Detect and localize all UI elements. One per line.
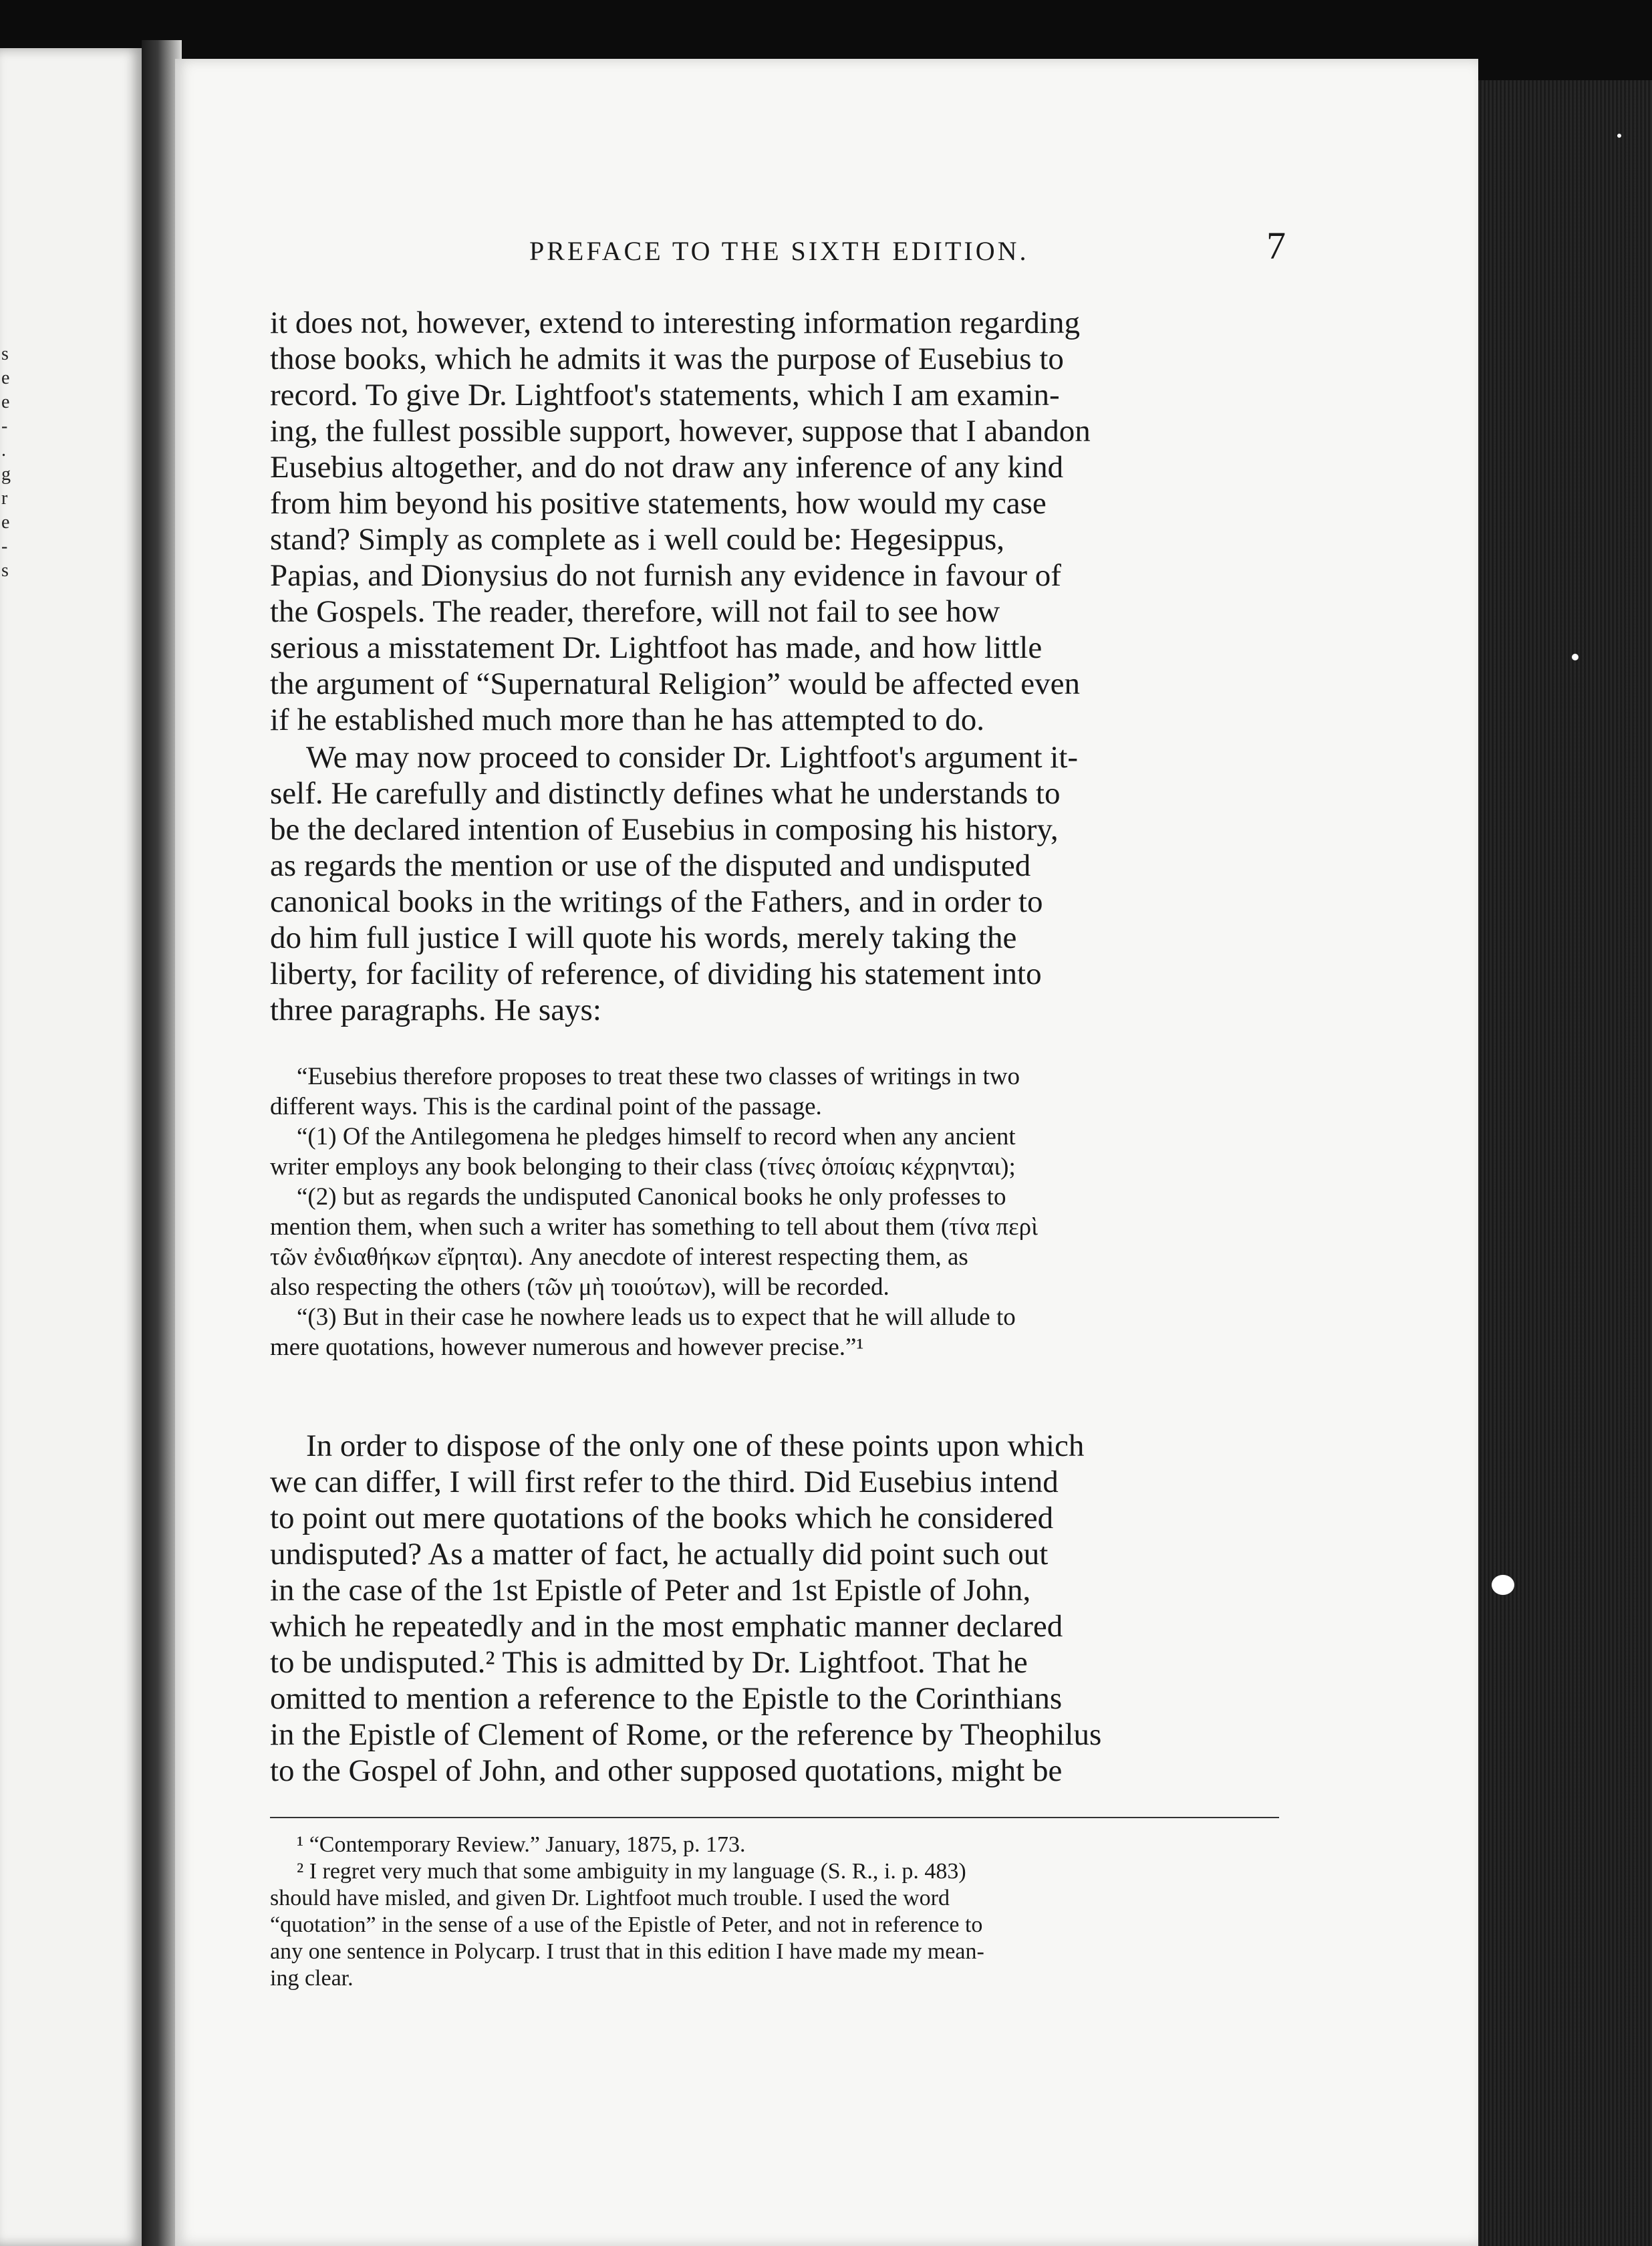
quote-line: τῶν ἐνδιαθήκων εἴρηται). Any anecdote of interest respecting them, as bbox=[270, 1243, 968, 1271]
text-line: as regards the mention or use of the disputed and undisputed bbox=[270, 848, 1031, 883]
block-quotation bbox=[270, 1062, 1279, 1362]
text-line: to the Gospel of John, and other supposed quotations, might be bbox=[270, 1753, 1063, 1788]
text-line: which he repeatedly and in the most emphatic manner declared bbox=[270, 1609, 1063, 1644]
footnote-line: “quotation” in the sense of a use of the Epistle of Peter, and not in reference to bbox=[270, 1912, 983, 1937]
facing-page-fragment: s bbox=[1, 344, 9, 364]
facing-page-fragment: . bbox=[1, 440, 6, 461]
text-line: We may now proceed to consider Dr. Lightfoot's argument it- bbox=[306, 740, 1079, 775]
facing-page-fragment: e bbox=[1, 512, 10, 533]
text-line: it does not, however, extend to interesting information regarding bbox=[270, 305, 1080, 340]
page-number: 7 bbox=[1266, 224, 1286, 267]
quote-line: “Eusebius therefore proposes to treat these two classes of writings in two bbox=[297, 1063, 1020, 1090]
facing-page-edge bbox=[0, 48, 142, 2246]
text-line: if he established much more than he has attempted to do. bbox=[270, 703, 984, 737]
text-line: do him full justice I will quote his words, merely taking the bbox=[270, 920, 1017, 955]
text-line: be the declared intention of Eusebius in composing his history, bbox=[270, 812, 1059, 847]
paragraph-third-point bbox=[270, 1428, 1279, 1789]
quote-line: “(3) But in their case he nowhere leads us to expect that he will allude to bbox=[297, 1303, 1016, 1331]
text-line: self. He carefully and distinctly defines what he understands to bbox=[270, 776, 1061, 811]
facing-page-fragment: e bbox=[1, 368, 10, 388]
footnotes bbox=[270, 1832, 1279, 1992]
page-stack-edge bbox=[1473, 80, 1652, 2246]
text-line: ing, the fullest possible support, however, suppose that I abandon bbox=[270, 414, 1091, 449]
facing-page-fragment: s bbox=[1, 560, 9, 581]
facing-page-text-fragments bbox=[1, 342, 15, 583]
text-line: record. To give Dr. Lightfoot's statements, which I am examin- bbox=[270, 378, 1060, 412]
quote-line: writer employs any book belonging to their class (τίνες ὁποίαις κέχρηνται); bbox=[270, 1153, 1016, 1180]
footnote-rule bbox=[270, 1817, 1279, 1818]
running-head: PREFACE TO THE SIXTH EDITION. bbox=[529, 236, 1029, 266]
facing-page-fragment: - bbox=[1, 416, 8, 436]
quote-line: “(1) Of the Antilegomena he pledges himself to record when any ancient bbox=[297, 1123, 1016, 1150]
footnote-line: should have misled, and given Dr. Lightfoot much trouble. I used the word bbox=[270, 1886, 950, 1910]
text-line: in the case of the 1st Epistle of Peter and 1st Epistle of John, bbox=[270, 1573, 1031, 1608]
paragraph-continued bbox=[270, 305, 1279, 738]
footnote-line: any one sentence in Polycarp. I trust that in this edition I have made my mean- bbox=[270, 1939, 984, 1964]
footnote-line: ¹ “Contemporary Review.” January, 1875, p. 173. bbox=[297, 1832, 746, 1857]
text-line: three paragraphs. He says: bbox=[270, 993, 601, 1027]
text-line: undisputed? As a matter of fact, he actually did point such out bbox=[270, 1537, 1049, 1572]
text-line: canonical books in the writings of the Fathers, and in order to bbox=[270, 884, 1043, 919]
text-line: In order to dispose of the only one of these points upon which bbox=[306, 1428, 1085, 1463]
scan-speck bbox=[1572, 654, 1578, 660]
text-line: the Gospels. The reader, therefore, will not fail to see how bbox=[270, 594, 1000, 629]
text-line: Eusebius altogether, and do not draw any inference of any kind bbox=[270, 450, 1064, 485]
facing-page-fragment: r bbox=[1, 488, 8, 509]
text-line: serious a misstatement Dr. Lightfoot has made, and how little bbox=[270, 630, 1043, 665]
text-line: Papias, and Dionysius do not furnish any evidence in favour of bbox=[270, 558, 1061, 593]
text-line: we can differ, I will first refer to the third. Did Eusebius intend bbox=[270, 1465, 1059, 1499]
text-line: the argument of “Supernatural Religion” would be affected even bbox=[270, 666, 1080, 701]
facing-page-fragment: - bbox=[1, 536, 8, 557]
quote-line: mention them, when such a writer has something to tell about them (τίνα περὶ bbox=[270, 1213, 1039, 1241]
paragraph-argument bbox=[270, 739, 1279, 1028]
quote-line: also respecting the others (τῶν μὴ τοιούτων), will be recorded. bbox=[270, 1273, 889, 1301]
scan-speck bbox=[1492, 1575, 1514, 1595]
facing-page-fragment: e bbox=[1, 392, 10, 412]
scan-speck bbox=[1617, 134, 1621, 138]
text-line: stand? Simply as complete as i well could be: Hegesippus, bbox=[270, 522, 1005, 557]
text-line: omitted to mention a reference to the Epistle to the Corinthians bbox=[270, 1681, 1063, 1716]
quote-line: mere quotations, however numerous and however precise.”¹ bbox=[270, 1334, 864, 1361]
quote-line: different ways. This is the cardinal point of the passage. bbox=[270, 1093, 822, 1120]
quote-line: “(2) but as regards the undisputed Canonical books he only professes to bbox=[297, 1183, 1006, 1211]
text-line: in the Epistle of Clement of Rome, or the reference by Theophilus bbox=[270, 1717, 1102, 1752]
footnote-line: ing clear. bbox=[270, 1966, 354, 1991]
text-line: those books, which he admits it was the purpose of Eusebius to bbox=[270, 342, 1064, 376]
book-page bbox=[175, 59, 1478, 2246]
text-line: to point out mere quotations of the books which he considered bbox=[270, 1501, 1054, 1535]
text-line: to be undisputed.² This is admitted by Dr. Lightfoot. That he bbox=[270, 1645, 1028, 1680]
footnote-line: ² I regret very much that some ambiguity in my language (S. R., i. p. 483) bbox=[297, 1859, 966, 1884]
facing-page-fragment: g bbox=[1, 464, 11, 485]
text-line: from him beyond his positive statements, how would my case bbox=[270, 486, 1047, 521]
text-line: liberty, for facility of reference, of dividing his statement into bbox=[270, 957, 1042, 991]
